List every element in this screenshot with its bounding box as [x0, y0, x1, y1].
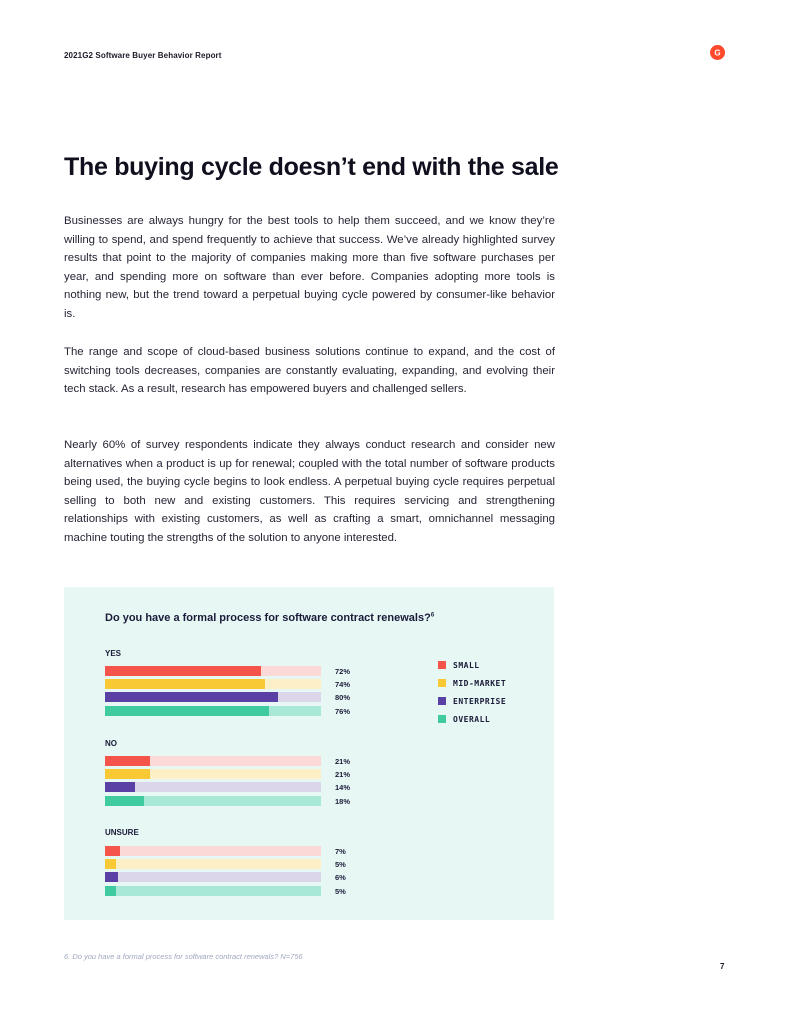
- group-label-yes: YES: [105, 649, 122, 658]
- paragraph-1: Businesses are always hungry for the best tools to help them succeed, and we know they’re willing to spend, and spend frequently to achieve that success. We’ve already highlighted survey results that point to the majority of companies making more than five software purchases per year, and spending more on software than ever before. Companies adopting more tools is nothing new, but the trend toward a perpetual buying cycle powered by consumer-like behavior is.: [64, 215, 555, 320]
- paragraph-2: The range and scope of cloud-based business solutions continue to expand, and the cost of switching tools decreases, companies are constantly evaluating, expanding, and evolving their tech stack. As a result, research has empowered buyers and challenged sellers.: [64, 346, 555, 396]
- legend-swatch: [438, 697, 446, 705]
- bar-track-no-mid-market: [105, 769, 321, 779]
- legend-swatch: [438, 679, 446, 687]
- legend-swatch: [438, 715, 446, 723]
- bar-no-small: [105, 756, 150, 766]
- value-label-no-enterprise: 14%: [335, 783, 351, 793]
- legend-swatch: [438, 661, 446, 669]
- legend-label: SMALL: [453, 660, 480, 670]
- bar-unsure-enterprise: [105, 872, 118, 882]
- group-label-unsure: UNSURE: [105, 828, 139, 837]
- bar-yes-mid-market: [105, 679, 265, 689]
- renewal-process-chart: [64, 587, 554, 920]
- bar-track-no-small: [105, 756, 321, 766]
- bar-track-unsure-mid-market: [105, 859, 321, 869]
- bar-no-enterprise: [105, 782, 135, 792]
- value-label-unsure-mid-market: 5%: [335, 860, 346, 870]
- bar-track-yes-overall: [105, 706, 321, 716]
- value-label-yes-small: 72%: [335, 667, 351, 676]
- bar-yes-enterprise: [105, 692, 278, 702]
- legend-label: ENTERPRISE: [453, 696, 507, 706]
- report-title: 2021G2 Software Buyer Behavior Report: [64, 51, 222, 60]
- legend-label: OVERALL: [453, 714, 491, 724]
- paragraph-3: Nearly 60% of survey respondents indicate they always conduct research and consider new alternatives when a product is up for renewal; coupled with the total number of software products being used, the buying cycle begins to look endless. A perpetual buying cycle requires perpetual selling to both new and existing customers. This requires servicing and strengthening relationships with existing customers, as well as crafting a smart, omnichannel messaging machine touting the strengths of the solution to anyone interested.: [64, 439, 555, 544]
- value-label-yes-enterprise: 80%: [335, 693, 351, 703]
- bar-track-no-enterprise: [105, 782, 321, 792]
- bar-unsure-mid-market: [105, 859, 116, 869]
- value-label-yes-overall: 76%: [335, 706, 351, 716]
- logo-letter: G: [714, 48, 721, 58]
- bar-no-overall: [105, 796, 144, 806]
- value-label-unsure-small: 7%: [335, 847, 346, 856]
- bar-track-unsure-overall: [105, 886, 321, 896]
- value-label-yes-mid-market: 74%: [335, 680, 351, 690]
- bar-no-mid-market: [105, 769, 150, 779]
- bar-unsure-overall: [105, 886, 116, 896]
- bar-track-unsure-enterprise: [105, 872, 321, 882]
- footnote: 6. Do you have a formal process for software contract renewals? N=756: [64, 952, 303, 961]
- value-label-no-mid-market: 21%: [335, 770, 351, 780]
- group-label-no: NO: [105, 739, 117, 748]
- chart-title-footnote-ref: 6: [430, 612, 435, 619]
- value-label-no-overall: 18%: [335, 796, 351, 806]
- bar-unsure-small: [105, 846, 120, 856]
- g2-logo-icon: [710, 45, 725, 60]
- value-label-unsure-overall: 5%: [335, 886, 346, 896]
- value-label-no-small: 21%: [335, 757, 351, 766]
- chart-title-text: Do you have a formal process for software contract renewals?: [105, 612, 431, 624]
- bar-track-unsure-small: [105, 846, 321, 856]
- bar-track-yes-small: [105, 666, 321, 676]
- legend-item-enterprise: [438, 696, 506, 706]
- bar-track-yes-enterprise: [105, 692, 321, 702]
- legend-label: MID-MARKET: [453, 678, 507, 688]
- legend-item-small: [438, 660, 480, 670]
- chart-title: [105, 612, 434, 624]
- page-title: The buying cycle doesn’t end with the sale: [64, 153, 559, 181]
- legend-item-overall: [438, 714, 490, 724]
- legend-item-mid-market: [438, 678, 506, 688]
- bar-yes-small: [105, 666, 261, 676]
- bar-track-no-overall: [105, 796, 321, 806]
- value-label-unsure-enterprise: 6%: [335, 873, 346, 883]
- bar-yes-overall: [105, 706, 269, 716]
- page-number: 7: [720, 962, 725, 971]
- bar-track-yes-mid-market: [105, 679, 321, 689]
